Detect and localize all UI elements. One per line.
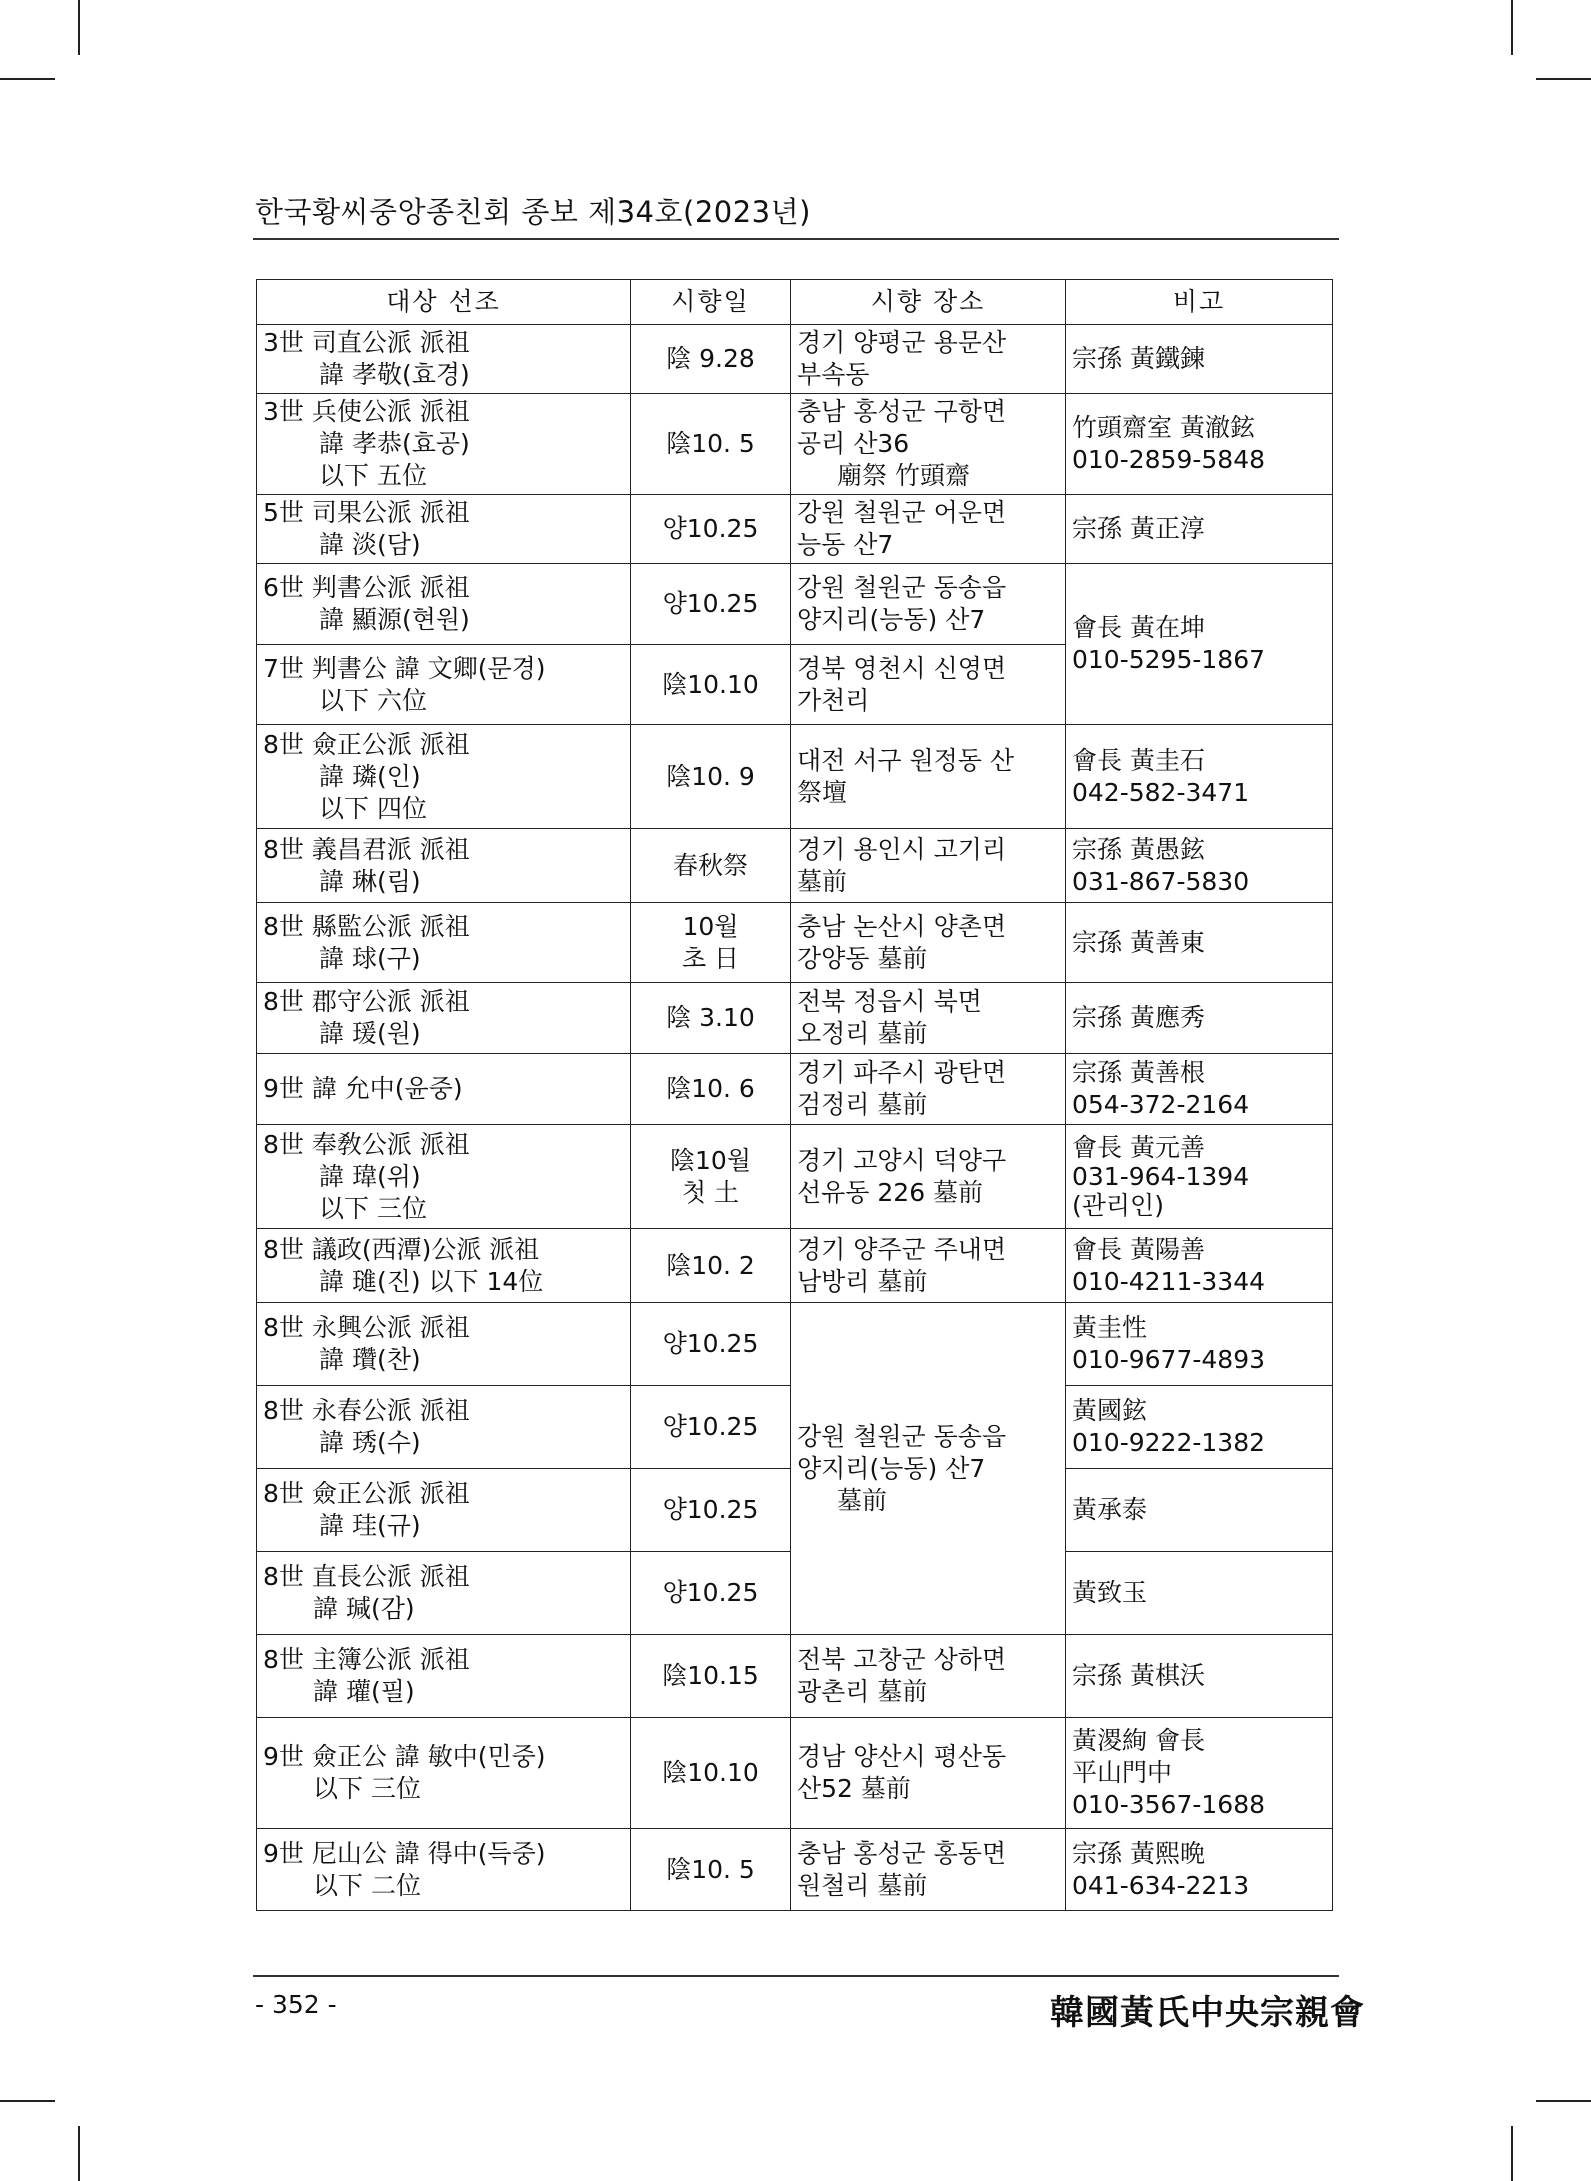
- note-cell: 黃國鉉 010-9222-1382: [1066, 1386, 1333, 1469]
- table-row: [257, 983, 1333, 1054]
- note-cell: 宗孫 黃應秀: [1066, 983, 1333, 1054]
- place-cell: 충남 홍성군 구항면 공리 산36 廟祭 竹頭齋: [791, 394, 1066, 495]
- ancestor-cell: 8世 永春公派 派祖 諱 琇(수): [257, 1386, 631, 1469]
- date-cell: 陰10. 5: [631, 1829, 791, 1911]
- date-cell: 양10.25: [631, 1469, 791, 1552]
- ancestor-cell: 3世 兵使公派 派祖 諱 孝恭(효공) 以下 五位: [257, 394, 631, 495]
- ancestor-cell: 8世 郡守公派 派祖 諱 瑗(원): [257, 983, 631, 1054]
- crop-mark: [0, 78, 55, 80]
- crop-mark: [1511, 2126, 1513, 2181]
- table-row: [257, 1303, 1333, 1386]
- date-cell: 陰10.10: [631, 1718, 791, 1829]
- date-cell: 陰 3.10: [631, 983, 791, 1054]
- note-cell: 黃圭性 010-9677-4893: [1066, 1303, 1333, 1386]
- ancestor-cell: 8世 主簿公派 派祖 諱 瓘(필): [257, 1635, 631, 1718]
- table-row: [257, 725, 1333, 829]
- ancestor-cell: 3世 司直公派 派祖 諱 孝敬(효경): [257, 325, 631, 394]
- note-cell: 宗孫 黃熙晩 041-634-2213: [1066, 1829, 1333, 1911]
- date-cell: 양10.25: [631, 1552, 791, 1635]
- date-cell: 양10.25: [631, 1386, 791, 1469]
- place-cell: 경기 파주시 광탄면 검정리 墓前: [791, 1054, 1066, 1125]
- note-cell: 宗孫 黃愚鉉 031-867-5830: [1066, 829, 1333, 903]
- footer-divider: [253, 1975, 1339, 1977]
- place-cell: 경북 영천시 신영면 가천리: [791, 645, 1066, 725]
- table-row: [257, 903, 1333, 983]
- place-cell: 경기 양주군 주내면 남방리 墓前: [791, 1229, 1066, 1303]
- date-cell: 春秋祭: [631, 829, 791, 903]
- ancestor-cell: 9世 諱 允中(윤중): [257, 1054, 631, 1125]
- date-cell: 陰10.15: [631, 1635, 791, 1718]
- date-cell: 陰10. 2: [631, 1229, 791, 1303]
- column-header-place: 시향 장소: [791, 280, 1066, 325]
- note-cell: 宗孫 黃正淳: [1066, 495, 1333, 564]
- note-cell: 宗孫 黃善東: [1066, 903, 1333, 983]
- memorial-schedule-table: [256, 279, 1333, 1911]
- table-row: [257, 394, 1333, 495]
- ancestor-cell: 8世 奉敎公派 派祖 諱 瑋(위) 以下 三位: [257, 1125, 631, 1229]
- ancestor-cell: 8世 議政(西潭)公派 派祖 諱 璡(진) 以下 14位: [257, 1229, 631, 1303]
- column-header-ancestor: 대상 선조: [257, 280, 631, 325]
- date-cell: 陰 9.28: [631, 325, 791, 394]
- page-header-title: 한국황씨중앙종친회 종보 제34호(2023년): [255, 195, 811, 229]
- crop-mark: [1536, 2100, 1591, 2102]
- note-cell: 黃承泰: [1066, 1469, 1333, 1552]
- crop-mark: [78, 0, 80, 55]
- table-row: [257, 1229, 1333, 1303]
- ancestor-cell: 9世 僉正公 諱 敏中(민중) 以下 三位: [257, 1718, 631, 1829]
- place-cell: 전북 정읍시 북면 오정리 墓前: [791, 983, 1066, 1054]
- date-cell: 10월 초 日: [631, 903, 791, 983]
- place-cell: 충남 논산시 양촌면 강양동 墓前: [791, 903, 1066, 983]
- date-cell: 陰10. 5: [631, 394, 791, 495]
- crop-mark: [0, 2100, 55, 2102]
- ancestor-cell: 7世 判書公 諱 文卿(문경) 以下 六位: [257, 645, 631, 725]
- note-cell: 會長 黃元善 031-964-1394 (관리인): [1066, 1125, 1333, 1229]
- date-cell: 陰10.10: [631, 645, 791, 725]
- table-row: [257, 495, 1333, 564]
- column-header-note: 비고: [1066, 280, 1333, 325]
- header-divider: [253, 238, 1339, 240]
- crop-mark: [1536, 78, 1591, 80]
- ancestor-cell: 8世 直長公派 派祖 諱 瑊(감): [257, 1552, 631, 1635]
- place-cell: 강원 철원군 동송읍 양지리(능동) 산7: [791, 564, 1066, 645]
- date-cell: 양10.25: [631, 1303, 791, 1386]
- date-cell: 陰10월 첫 土: [631, 1125, 791, 1229]
- ancestor-cell: 8世 永興公派 派祖 諱 瓚(찬): [257, 1303, 631, 1386]
- place-cell: 전북 고창군 상하면 광촌리 墓前: [791, 1635, 1066, 1718]
- table-row: [257, 1718, 1333, 1829]
- place-cell: 경기 용인시 고기리 墓前: [791, 829, 1066, 903]
- note-cell: 竹頭齋室 黃澈鉉 010-2859-5848: [1066, 394, 1333, 495]
- note-cell: 黃致玉: [1066, 1552, 1333, 1635]
- date-cell: 양10.25: [631, 564, 791, 645]
- date-cell: 陰10. 6: [631, 1054, 791, 1125]
- table-row: [257, 1635, 1333, 1718]
- note-cell: 會長 黃圭石 042-582-3471: [1066, 725, 1333, 829]
- page-number: - 352 -: [255, 1990, 337, 2019]
- ancestor-cell: 8世 僉正公派 派祖 諱 珪(규): [257, 1469, 631, 1552]
- place-cell: 경기 고양시 덕양구 선유동 226 墓前: [791, 1125, 1066, 1229]
- date-cell: 양10.25: [631, 495, 791, 564]
- note-cell: 會長 黃在坤 010-5295-1867: [1066, 564, 1333, 725]
- table-row: [257, 1829, 1333, 1911]
- place-cell: 강원 철원군 동송읍 양지리(능동) 산7 墓前: [791, 1303, 1066, 1635]
- note-cell: 宗孫 黃鐵鍊: [1066, 325, 1333, 394]
- note-cell: 黃溭絢 會長 平山門中 010-3567-1688: [1066, 1718, 1333, 1829]
- ancestor-cell: 6世 判書公派 派祖 諱 顯源(현원): [257, 564, 631, 645]
- table-row: [257, 564, 1333, 645]
- note-cell: 宗孫 黃棋沃: [1066, 1635, 1333, 1718]
- ancestor-cell: 8世 僉正公派 派祖 諱 璘(인) 以下 四位: [257, 725, 631, 829]
- ancestor-cell: 9世 尼山公 諱 得中(득중) 以下 二位: [257, 1829, 631, 1911]
- organization-logo: 韓國黃氏中央宗親會: [1050, 1993, 1365, 2033]
- place-cell: 충남 홍성군 홍동면 원철리 墓前: [791, 1829, 1066, 1911]
- place-cell: 경남 양산시 평산동 산52 墓前: [791, 1718, 1066, 1829]
- ancestor-cell: 5世 司果公派 派祖 諱 淡(담): [257, 495, 631, 564]
- table-row: [257, 325, 1333, 394]
- date-cell: 陰10. 9: [631, 725, 791, 829]
- place-cell: 강원 철원군 어운면 능동 산7: [791, 495, 1066, 564]
- ancestor-cell: 8世 義昌君派 派祖 諱 琳(림): [257, 829, 631, 903]
- place-cell: 경기 양평군 용문산 부속동: [791, 325, 1066, 394]
- note-cell: 宗孫 黃善根 054-372-2164: [1066, 1054, 1333, 1125]
- table-header-row: [257, 280, 1333, 325]
- table-row: [257, 1054, 1333, 1125]
- crop-mark: [1511, 0, 1513, 55]
- place-cell: 대전 서구 원정동 산 祭壇: [791, 725, 1066, 829]
- table-row: [257, 829, 1333, 903]
- table-row: [257, 1125, 1333, 1229]
- ancestor-cell: 8世 縣監公派 派祖 諱 球(구): [257, 903, 631, 983]
- column-header-date: 시향일: [631, 280, 791, 325]
- crop-mark: [78, 2126, 80, 2181]
- note-cell: 會長 黃陽善 010-4211-3344: [1066, 1229, 1333, 1303]
